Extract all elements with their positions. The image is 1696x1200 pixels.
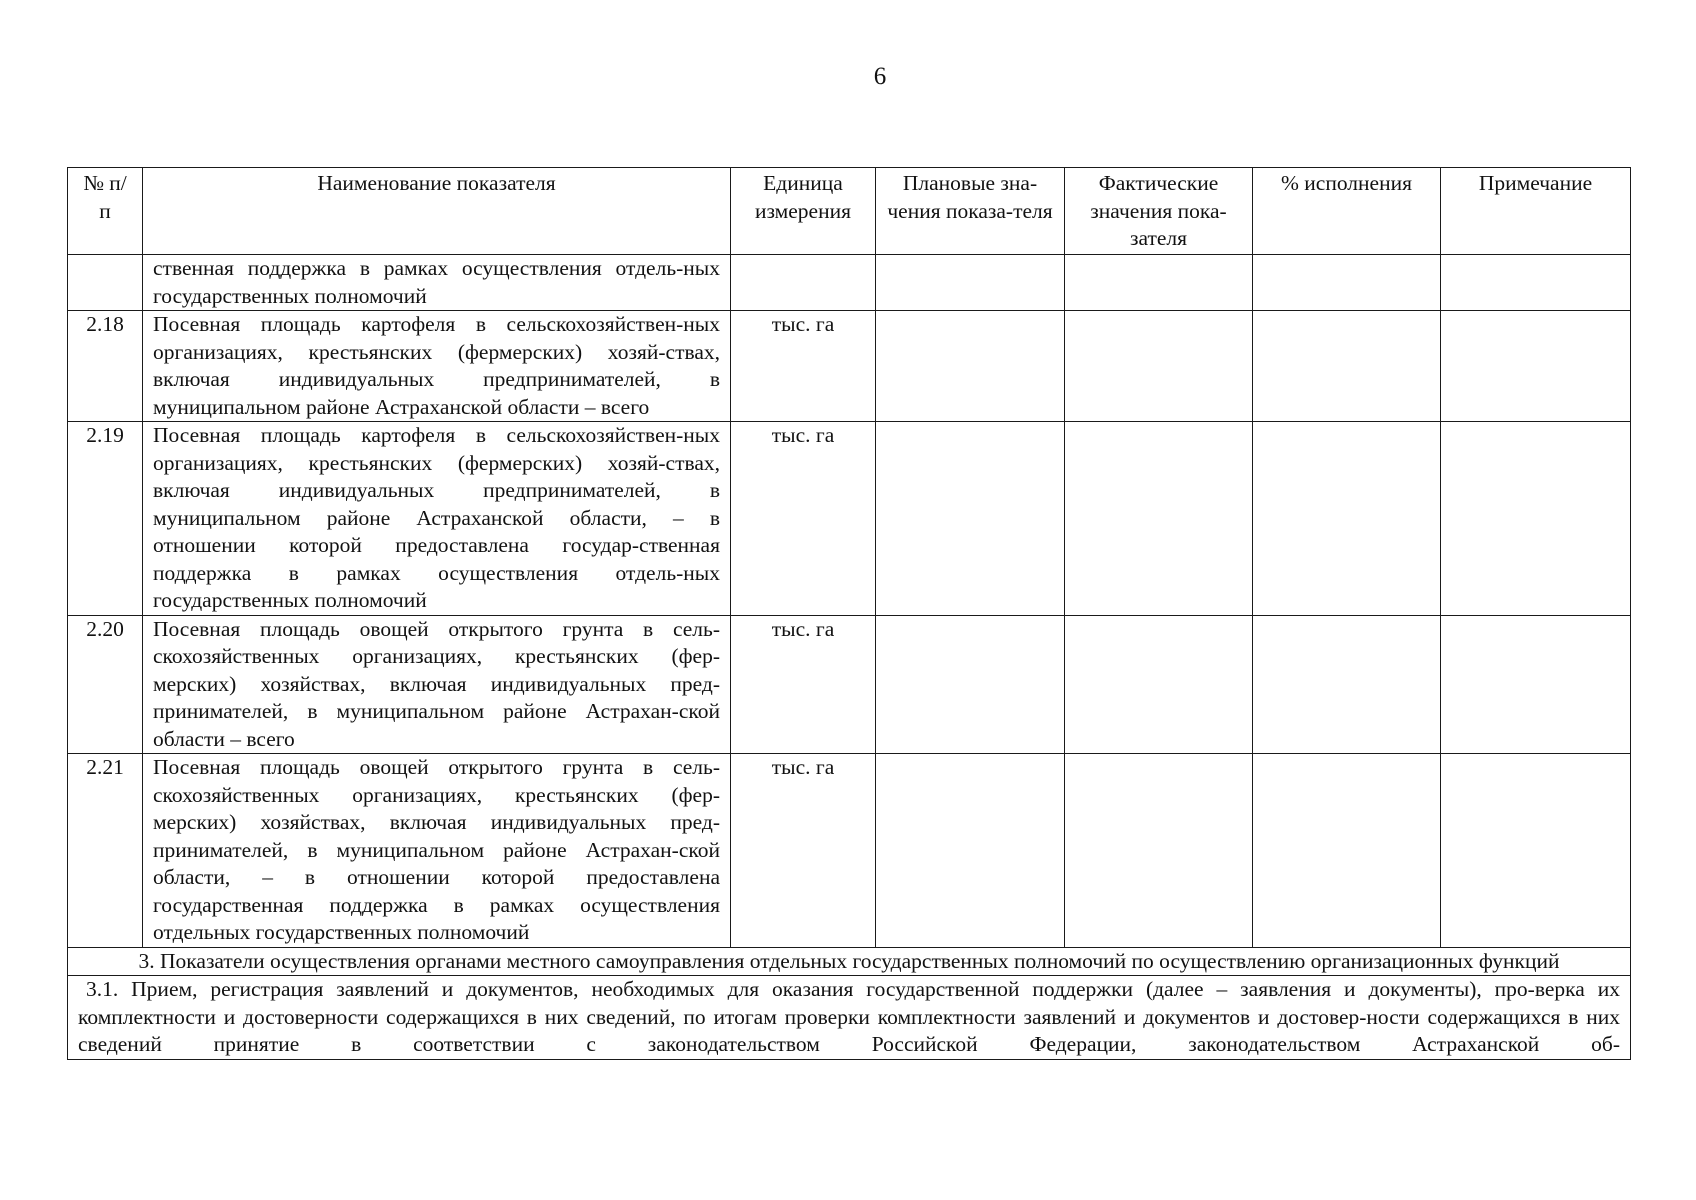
row-number bbox=[68, 255, 143, 311]
row-number: 2.18 bbox=[68, 311, 143, 422]
row-indicator-name: Посевная площадь овощей открытого грунта в сель-скохозяйственных организациях, крестьянских (фер-мерских) хозяйствах, включая индивидуальных пред-принимателей, в муниципальном районе Астрахан-ской области, – в отношении которой предоставлена государственная поддержка в рамках осуществления отдельных государственных полномочий bbox=[143, 754, 731, 948]
row-unit bbox=[731, 255, 876, 311]
paragraph-3-1: 3.1. Прием, регистрация заявлений и документов, необходимых для оказания государственной поддержки (далее – заявления и документы), про-верка их комплектности и достоверности содержащихся в них сведений, по итогам проверки комплектности заявлений и документов и достовер-ности содержащихся в них сведений принятие в соответствии с законодательством Российской Федерации, законодательством Астраханской об- bbox=[68, 976, 1631, 1060]
row-number: 2.19 bbox=[68, 422, 143, 616]
table-row bbox=[68, 311, 1631, 422]
row-unit: тыс. га bbox=[731, 615, 876, 754]
table-row bbox=[68, 422, 1631, 616]
row-actual-value bbox=[1065, 615, 1253, 754]
row-unit: тыс. га bbox=[731, 311, 876, 422]
table-row-continuation bbox=[68, 255, 1631, 311]
row-percent bbox=[1253, 311, 1441, 422]
row-note bbox=[1441, 422, 1631, 616]
row-percent bbox=[1253, 754, 1441, 948]
row-planned-value bbox=[876, 255, 1065, 311]
table-header-row bbox=[68, 168, 1631, 255]
row-planned-value bbox=[876, 311, 1065, 422]
header-actual-values: Фактические значения пока-зателя bbox=[1065, 168, 1253, 255]
row-number: 2.20 bbox=[68, 615, 143, 754]
table-row bbox=[68, 615, 1631, 754]
paragraph-row bbox=[68, 976, 1631, 1060]
header-planned-values: Плановые зна-чения показа-теля bbox=[876, 168, 1065, 255]
header-note: Примечание bbox=[1441, 168, 1631, 255]
row-note bbox=[1441, 754, 1631, 948]
row-indicator-name: Посевная площадь овощей открытого грунта в сель-скохозяйственных организациях, крестьянских (фер-мерских) хозяйствах, включая индивидуальных пред-принимателей, в муниципальном районе Астрахан-ской области – всего bbox=[143, 615, 731, 754]
table-row bbox=[68, 754, 1631, 948]
header-unit: Единица измерения bbox=[731, 168, 876, 255]
row-actual-value bbox=[1065, 754, 1253, 948]
row-indicator-name: Посевная площадь картофеля в сельскохозяйствен-ных организациях, крестьянских (фермерских) хозяй-ствах, включая индивидуальных предпринимателей, в муниципальном районе Астраханской области, – в отношении которой предоставлена государ-ственная поддержка в рамках осуществления отдель-ных государственных полномочий bbox=[143, 422, 731, 616]
row-indicator-name: ственная поддержка в рамках осуществления отдель-ных государственных полномочий bbox=[143, 255, 731, 311]
header-percent-completion: % исполнения bbox=[1253, 168, 1441, 255]
row-percent bbox=[1253, 615, 1441, 754]
header-number: № п/п bbox=[68, 168, 143, 255]
row-actual-value bbox=[1065, 422, 1253, 616]
indicators-table bbox=[67, 167, 1631, 1060]
row-indicator-name: Посевная площадь картофеля в сельскохозяйствен-ных организациях, крестьянских (фермерских) хозяй-ствах, включая индивидуальных предпринимателей, в муниципальном районе Астраханской области – всего bbox=[143, 311, 731, 422]
page-number: 6 bbox=[873, 63, 887, 90]
row-planned-value bbox=[876, 754, 1065, 948]
row-planned-value bbox=[876, 422, 1065, 616]
row-planned-value bbox=[876, 615, 1065, 754]
row-percent bbox=[1253, 255, 1441, 311]
row-note bbox=[1441, 311, 1631, 422]
row-unit: тыс. га bbox=[731, 754, 876, 948]
row-unit: тыс. га bbox=[731, 422, 876, 616]
section-heading-row bbox=[68, 947, 1631, 976]
header-indicator-name: Наименование показателя bbox=[143, 168, 731, 255]
row-actual-value bbox=[1065, 311, 1253, 422]
row-percent bbox=[1253, 422, 1441, 616]
row-note bbox=[1441, 615, 1631, 754]
row-note bbox=[1441, 255, 1631, 311]
row-number: 2.21 bbox=[68, 754, 143, 948]
row-actual-value bbox=[1065, 255, 1253, 311]
section-heading: 3. Показатели осуществления органами местного самоуправления отдельных государственных полномочий по осуществлению организационных функций bbox=[68, 947, 1631, 976]
